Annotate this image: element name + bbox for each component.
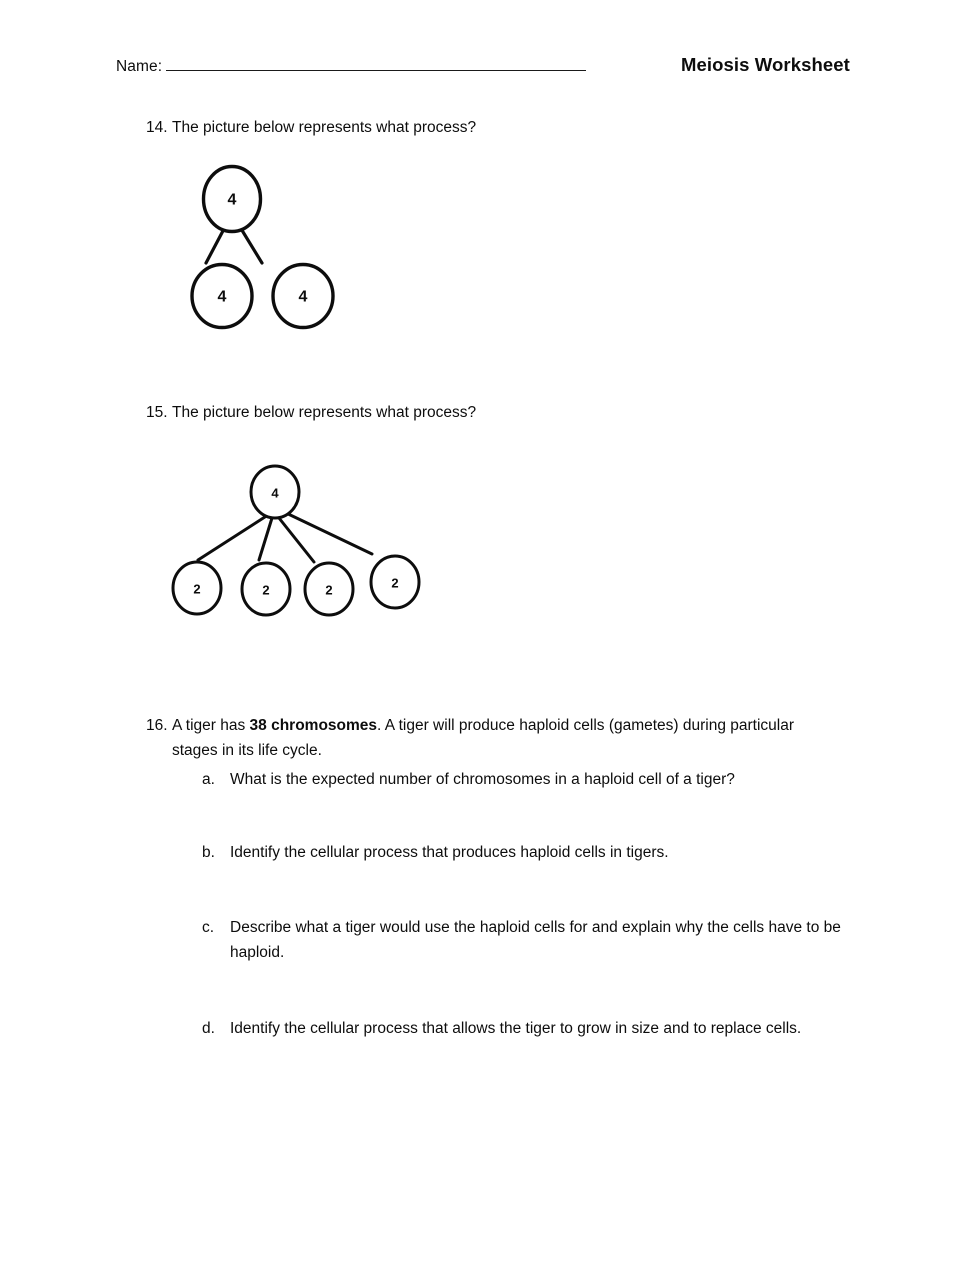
question-16a-text: What is the expected number of chromosomes in a haploid cell of a tiger?	[230, 771, 735, 788]
meiosis-daughter-label-1: 2	[193, 581, 201, 597]
question-16b-marker: b.	[202, 844, 215, 861]
meiosis-daughter-label-3: 2	[325, 582, 333, 598]
name-field-block	[116, 56, 586, 76]
meiosis-diagram	[160, 450, 440, 625]
meiosis-daughter-label-4: 2	[391, 575, 399, 591]
question-16c-marker: c.	[202, 919, 215, 936]
meiosis-link-4	[284, 512, 372, 554]
meiosis-daughter-label-2: 2	[262, 582, 270, 598]
question-15	[146, 400, 476, 425]
question-16a-marker: a.	[202, 771, 215, 788]
name-label: Name:	[116, 58, 163, 75]
question-16-text	[172, 713, 826, 763]
mitosis-diagram	[170, 150, 370, 345]
mitosis-link-right	[240, 227, 262, 263]
question-15-text: The picture below represents what process?	[172, 404, 477, 421]
question-16c	[202, 915, 842, 965]
meiosis-link-2	[259, 518, 272, 560]
question-16-text-part2: . A tiger will produce haploid cells (gametes) during particular stages in its life cycle.	[172, 717, 795, 759]
meiosis-diagram-svg	[160, 450, 440, 625]
question-16	[146, 713, 826, 763]
mitosis-parent-label: 4	[227, 191, 237, 209]
mitosis-daughter-label-2: 4	[298, 288, 308, 306]
meiosis-link-1	[198, 515, 268, 560]
question-15-number: 15.	[146, 404, 168, 421]
question-16-number: 16.	[146, 717, 168, 734]
page-header	[0, 56, 979, 90]
question-16b-text: Identify the cellular process that produces haploid cells in tigers.	[230, 844, 669, 861]
question-16c-text: Describe what a tiger would use the haploid cells for and explain why the cells have to be haploid.	[230, 919, 841, 961]
question-16a	[202, 767, 735, 792]
name-input-line[interactable]	[166, 56, 586, 71]
question-16d-text: Identify the cellular process that allows the tiger to grow in size and to replace cells.	[230, 1020, 802, 1037]
meiosis-parent-label: 4	[271, 485, 279, 501]
question-16-text-part1: A tiger has	[172, 717, 250, 734]
question-14-text: The picture below represents what process?	[172, 119, 477, 136]
question-16d	[202, 1016, 842, 1041]
question-16d-marker: d.	[202, 1020, 215, 1037]
question-14-number: 14.	[146, 119, 168, 136]
page-title: Meiosis Worksheet	[681, 54, 850, 75]
mitosis-daughter-label-1: 4	[217, 288, 227, 306]
question-16b	[202, 840, 669, 865]
mitosis-link-left	[206, 227, 225, 263]
question-14	[146, 115, 476, 140]
question-16-bold-chromosomes: 38 chromosomes	[249, 717, 378, 734]
mitosis-diagram-svg	[170, 150, 370, 345]
